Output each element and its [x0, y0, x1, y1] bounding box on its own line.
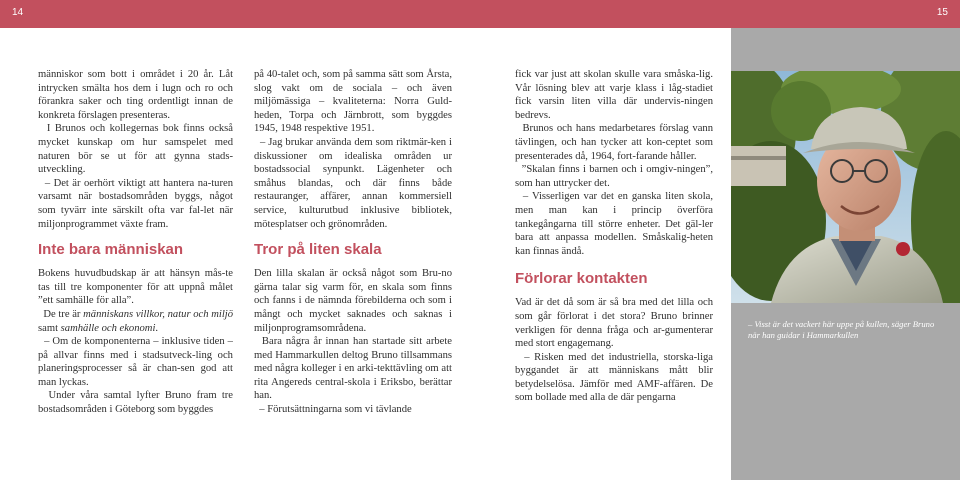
- section-heading: Inte bara människan: [38, 241, 184, 259]
- section-heading: Förlorar kontakten: [515, 270, 648, 288]
- paragraph: – Det är oerhört viktigt att hantera na-turen varsamt när bostadsområden byggs, något som tyvärr inte särskilt ofta var fal-let när miljonprogrammet växte fram.: [38, 177, 234, 230]
- page-header-bar: [0, 0, 960, 28]
- text-column-1: [38, 68, 233, 417]
- page-number-right: 15: [936, 7, 948, 18]
- page-number-left: 14: [12, 7, 24, 18]
- paragraph: Bokens huvudbudskap är att hänsyn mås-te tas till tre komponenter för att uppnå målet ”ett samhälle för alla”. De tre är människans villkor, natur och miljö samt samhälle och ekonomi. – Om de komponenterna – inklusive tiden – på allvar finns med i stadsutveck-ling och planeringsprocesser så är chan-sen god att man lyckas. Under våra samtal lyfter Bruno fram tre bostadsområden i Göteborg som byggdes: [38, 268, 234, 416]
- text-column-2: [254, 68, 452, 417]
- photo-caption: – Visst är det vackert här uppe på kullen, säger Bruno när han guidar i Hammarkullen: [748, 319, 935, 340]
- paragraph: fick var just att skolan skulle vara småska-lig. Vår lösning blev att varje klass i låg-stadiet fick varsin liten villa där undervis-ningen bedrevs. Brunos och hans medarbetares förslag vann tävlingen, och han tycker att kon-ceptet som presenterades då, 1964, fort-farande håller. ”Skalan finns i barnen och i omgiv-ningen”, som han uttrycker det. – Visserligen var det en ganska liten skola, men man kan i princip överföra tankegångarna till större enheter. Det gäl-ler bara att anpassa modellen. Småskalig-heten kan finnas ändå.: [515, 69, 714, 257]
- section-heading: Tror på liten skala: [254, 241, 382, 259]
- portrait-photo: [731, 71, 960, 303]
- text-column-3: [515, 68, 713, 405]
- paragraph: på 40-talet och, som på samma sätt som Årsta, slog vakt om de sociala – och även miljömässiga – kvaliteterna: Norra Guld-heden, Torpa och Järnbrott, som byggdes 1945, 1948 respektive 1951. – Jag brukar använda dem som riktmär-ken i diskussioner om idealiska områden ur bostadssocial synpunkt. Lägenheter och småhus blandas, och där finns både restauranger, affärer, annan kommersiell service, kulturutbud inklusive bibliotek, mötesplatser och grönområden.: [254, 69, 453, 230]
- paragraph: Den lilla skalan är också något som Bru-no gärna talar sig varm för, en skala som finns och fanns i de nämnda förebilderna och som i mångt och mycket saknades och saknas i miljonprogramsområdena. Bara några år innan han startade sitt arbete med Hammarkullen deltog Bruno tillsammans med några kolleger i en arki-tekttävling om att rita Angereds central-skola i Eriksbo, berättar han. – Förutsättningarna som vi tävlande: [254, 268, 452, 416]
- paragraph: Vad är det då som är så bra med det lilla och som går förlorat i det stora? Bruno brinner verkligen för denna fråga och ar-gumenterar med stort engagemang. – Risken med det industriella, storska-liga byggandet är att människans mått blir betydelselösa. Jämför med AMF-affären. De som bollade med alla de där pengarna: [515, 297, 714, 404]
- paragraph: människor som bott i området i 20 år. Låt intrycken smälta hos dem i lugn och ro och förankra saker och ting ordentligt innan de konkreta förslagen presenteras. I Brunos och kollegernas bok finns också mycket kunskap om hur samspelet med naturen bör se ut för att gynna stads-utveckling.: [38, 69, 234, 176]
